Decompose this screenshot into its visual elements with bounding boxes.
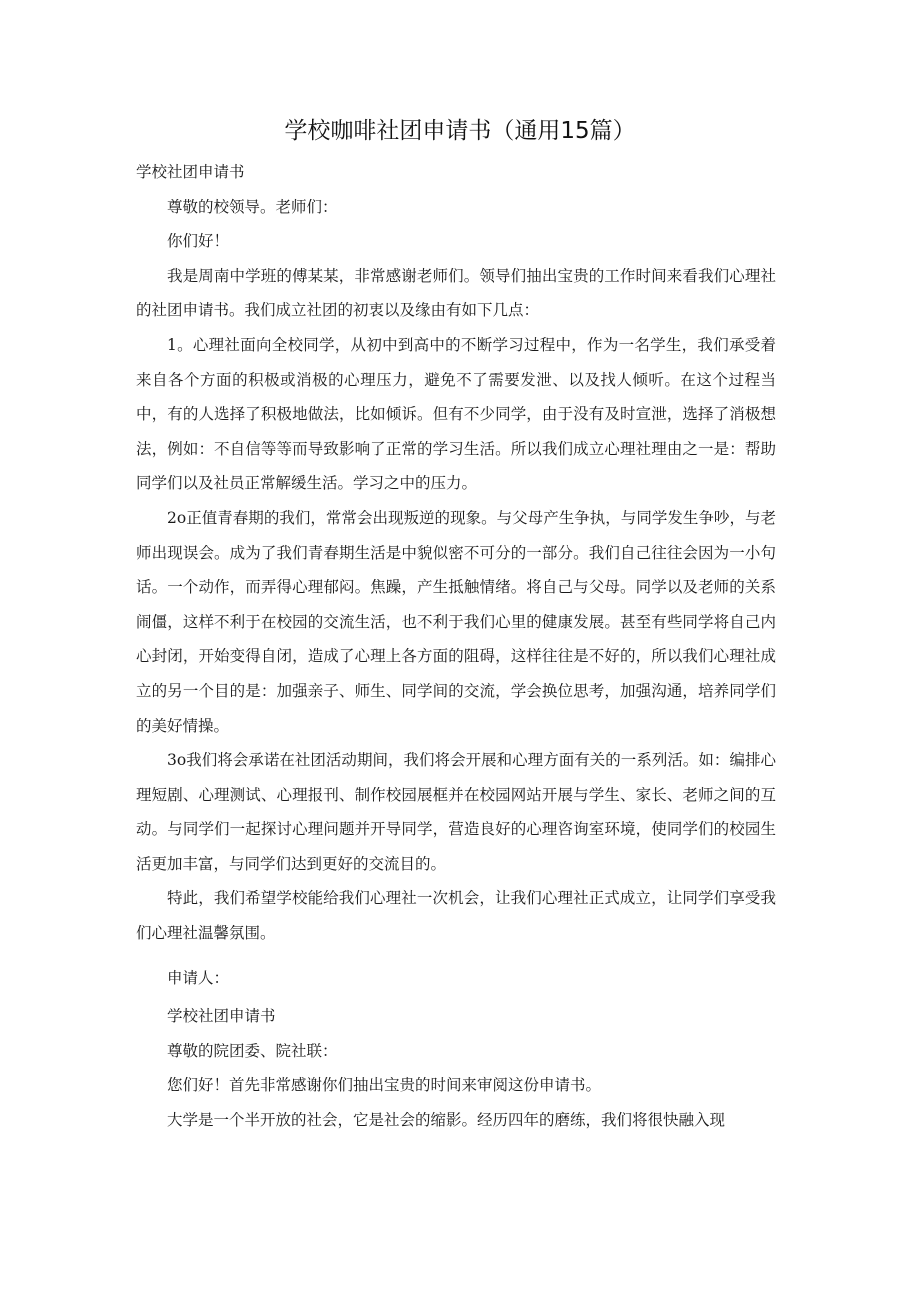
greeting-2: 您们好！首先非常感谢你们抽出宝贵的时间来审阅这份申请书。 — [167, 1076, 602, 1095]
salutation: 尊敬的校领导。老师们： — [167, 197, 338, 216]
greeting: 你们好！ — [167, 232, 230, 251]
reason-1-paragraph: 1。心理社面向全校同学，从初中到高中的不断学习过程中，作为一名学生，我们承受着来自各个方面的积极或消极的心理压力，避免不了需要发泄、以及找人倾听。在这个过程当中，有的人选择了积极地做法，比如倾诉。但有不少同学，由于没有及时宣泄，选择了消极想法，例如：不自信等等而导致影响了正常的学习生活。所以我们成立心理社理由之一是：帮助同学们以及社员正常解缓生活。学习之中的压力。 — [136, 335, 776, 493]
intro-paragraph: 我是周南中学班的傅某某，非常感谢老师们。领导们抽出宝贵的工作时间来看我们心理社的社团申请书。我们成立社团的初衷以及缘由有如下几点： — [136, 266, 776, 320]
salutation-2: 尊敬的院团委、院社联： — [167, 1041, 338, 1060]
document-title: 学校咖啡社团申请书（通用15篇） — [284, 118, 636, 144]
applicant-line: 申请人： — [167, 968, 230, 987]
body-paragraph-2: 大学是一个半开放的社会，它是社会的缩影。经历四年的磨练，我们将很快融入现 — [167, 1111, 726, 1130]
closing-paragraph: 特此，我们希望学校能给我们心理社一次机会，让我们心理社正式成立，让同学们享受我们心理社温馨氛围。 — [136, 889, 776, 943]
section-heading-2: 学校社团申请书 — [167, 1007, 276, 1026]
document-body — [136, 155, 776, 1138]
reason-3-paragraph: 3o我们将会承诺在社团活动期间，我们将会开展和心理方面有关的一系列活。如：编排心理短剧、心理测试、心理报刊、制作校园展框并在校园网站开展与学生、家长、老师之间的互动。与同学们一起探讨心理问题并开导同学，营造良好的心理咨询室环境，使同学们的校园生活更加丰富，与同学们达到更好的交流目的。 — [136, 751, 776, 873]
reason-2-paragraph: 2o正值青春期的我们，常常会出现叛逆的现象。与父母产生争执，与同学发生争吵，与老师出现误会。成为了我们青春期生活是中貌似密不可分的一部分。我们自己往往会因为一小句话。一个动作，而弄得心理郁闷。焦躁，产生抵触情绪。将自己与父母。同学以及老师的关系闹僵，这样不利于在校园的交流生活，也不利于我们心里的健康发展。甚至有些同学将自己内心封闭，开始变得自闭，造成了心理上各方面的阻碍，这样往往是不好的，所以我们心理社成立的另一个目的是：加强亲子、师生、同学间的交流，学会换位思考，加强沟通，培养同学们的美好情操。 — [136, 508, 776, 735]
section-heading: 学校社团申请书 — [136, 163, 245, 181]
